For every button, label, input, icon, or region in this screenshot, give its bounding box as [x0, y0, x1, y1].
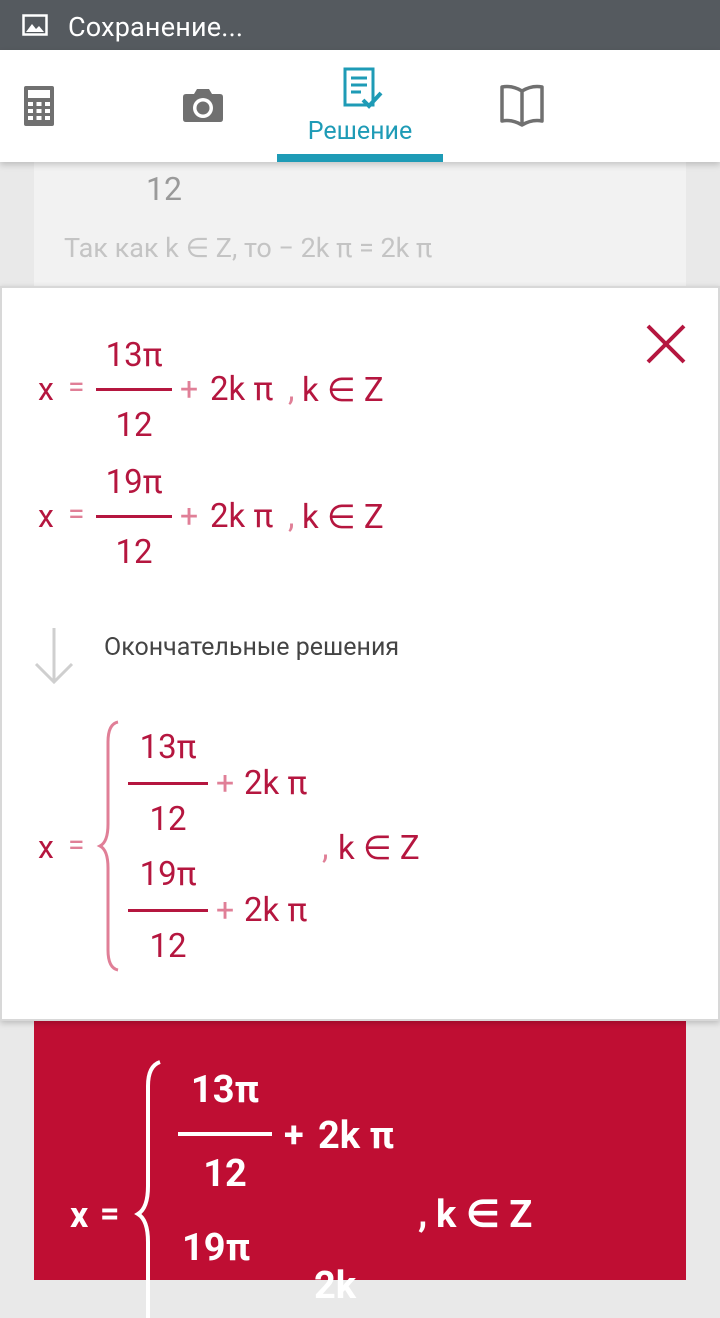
- checklist-icon: [343, 67, 383, 111]
- plus-sign: +: [216, 764, 235, 802]
- calculator-icon: [24, 86, 54, 126]
- term: 2k π: [244, 764, 308, 803]
- numerator: 19π: [105, 463, 163, 502]
- denominator: 12: [115, 406, 153, 445]
- plus-sign: +: [284, 1114, 304, 1156]
- fraction-bar: [96, 388, 172, 391]
- condition: k ∈ Z: [338, 829, 420, 868]
- variable-x: x: [38, 370, 54, 408]
- fraction: [128, 728, 208, 838]
- comma: ,: [288, 370, 295, 409]
- tab-label: Решение: [307, 117, 413, 146]
- condition: k ∈ Z: [436, 1193, 533, 1237]
- term: 2k π: [210, 370, 274, 409]
- tab-solution[interactable]: [277, 50, 443, 162]
- variable-x: x: [38, 497, 54, 535]
- fraction-bar: [178, 1132, 272, 1136]
- fraction: [128, 855, 208, 965]
- equals-sign: =: [100, 1194, 120, 1234]
- fraction: [96, 336, 172, 446]
- result-card: [34, 1018, 686, 1308]
- image-icon: [22, 14, 48, 36]
- plus-sign: +: [216, 891, 235, 929]
- numerator: 13π: [105, 336, 163, 375]
- fraction: [178, 1068, 272, 1196]
- term: 2k: [314, 1264, 357, 1308]
- term: 2k π: [210, 497, 274, 536]
- condition: k ∈ Z: [302, 371, 384, 410]
- curly-brace: [96, 718, 122, 974]
- camera-icon: [182, 87, 224, 123]
- book-icon: [499, 84, 545, 126]
- fraction-bar: [128, 909, 208, 912]
- status-bar: [0, 0, 720, 50]
- step-explanation: Так как k ∈ Z, то − 2k π = 2k π: [64, 232, 433, 264]
- denominator: 12: [149, 800, 187, 839]
- tab-book[interactable]: [480, 50, 570, 162]
- status-text: Сохранение...: [68, 11, 244, 43]
- tab-camera[interactable]: [150, 50, 260, 162]
- plus-sign: +: [180, 370, 199, 408]
- comma: ,: [288, 497, 295, 536]
- fraction: [96, 463, 172, 573]
- step-label: Окончательные решения: [104, 633, 400, 662]
- solution-steps-sheet: [0, 286, 720, 1021]
- term: 2k π: [244, 891, 308, 930]
- equals-sign: =: [68, 370, 85, 405]
- variable-x: x: [70, 1194, 89, 1236]
- equals-sign: =: [68, 497, 85, 532]
- fraction-bar: [96, 515, 172, 518]
- numerator: 13π: [190, 1068, 260, 1112]
- denominator: 12: [115, 533, 153, 572]
- previous-step-card: [34, 162, 686, 287]
- condition: k ∈ Z: [302, 498, 384, 537]
- variable-x: x: [38, 828, 54, 866]
- equals-sign: =: [68, 828, 85, 863]
- close-icon[interactable]: [642, 320, 692, 370]
- fraction-denominator: 12: [146, 170, 182, 208]
- arrow-down-icon: [32, 626, 76, 686]
- comma: ,: [418, 1192, 428, 1236]
- denominator: 12: [149, 927, 187, 966]
- term: 2k π: [318, 1114, 395, 1158]
- numerator: 13π: [139, 728, 197, 767]
- active-tab-indicator: [277, 154, 443, 162]
- numerator: 19π: [139, 855, 197, 894]
- tab-calculator[interactable]: [0, 50, 80, 162]
- fraction-bar: [128, 782, 208, 785]
- top-navigation: [0, 50, 720, 162]
- comma: ,: [322, 828, 329, 867]
- denominator: 12: [203, 1152, 247, 1196]
- curly-brace: [134, 1058, 164, 1318]
- numerator: 19π: [182, 1226, 251, 1270]
- plus-sign: +: [180, 497, 199, 535]
